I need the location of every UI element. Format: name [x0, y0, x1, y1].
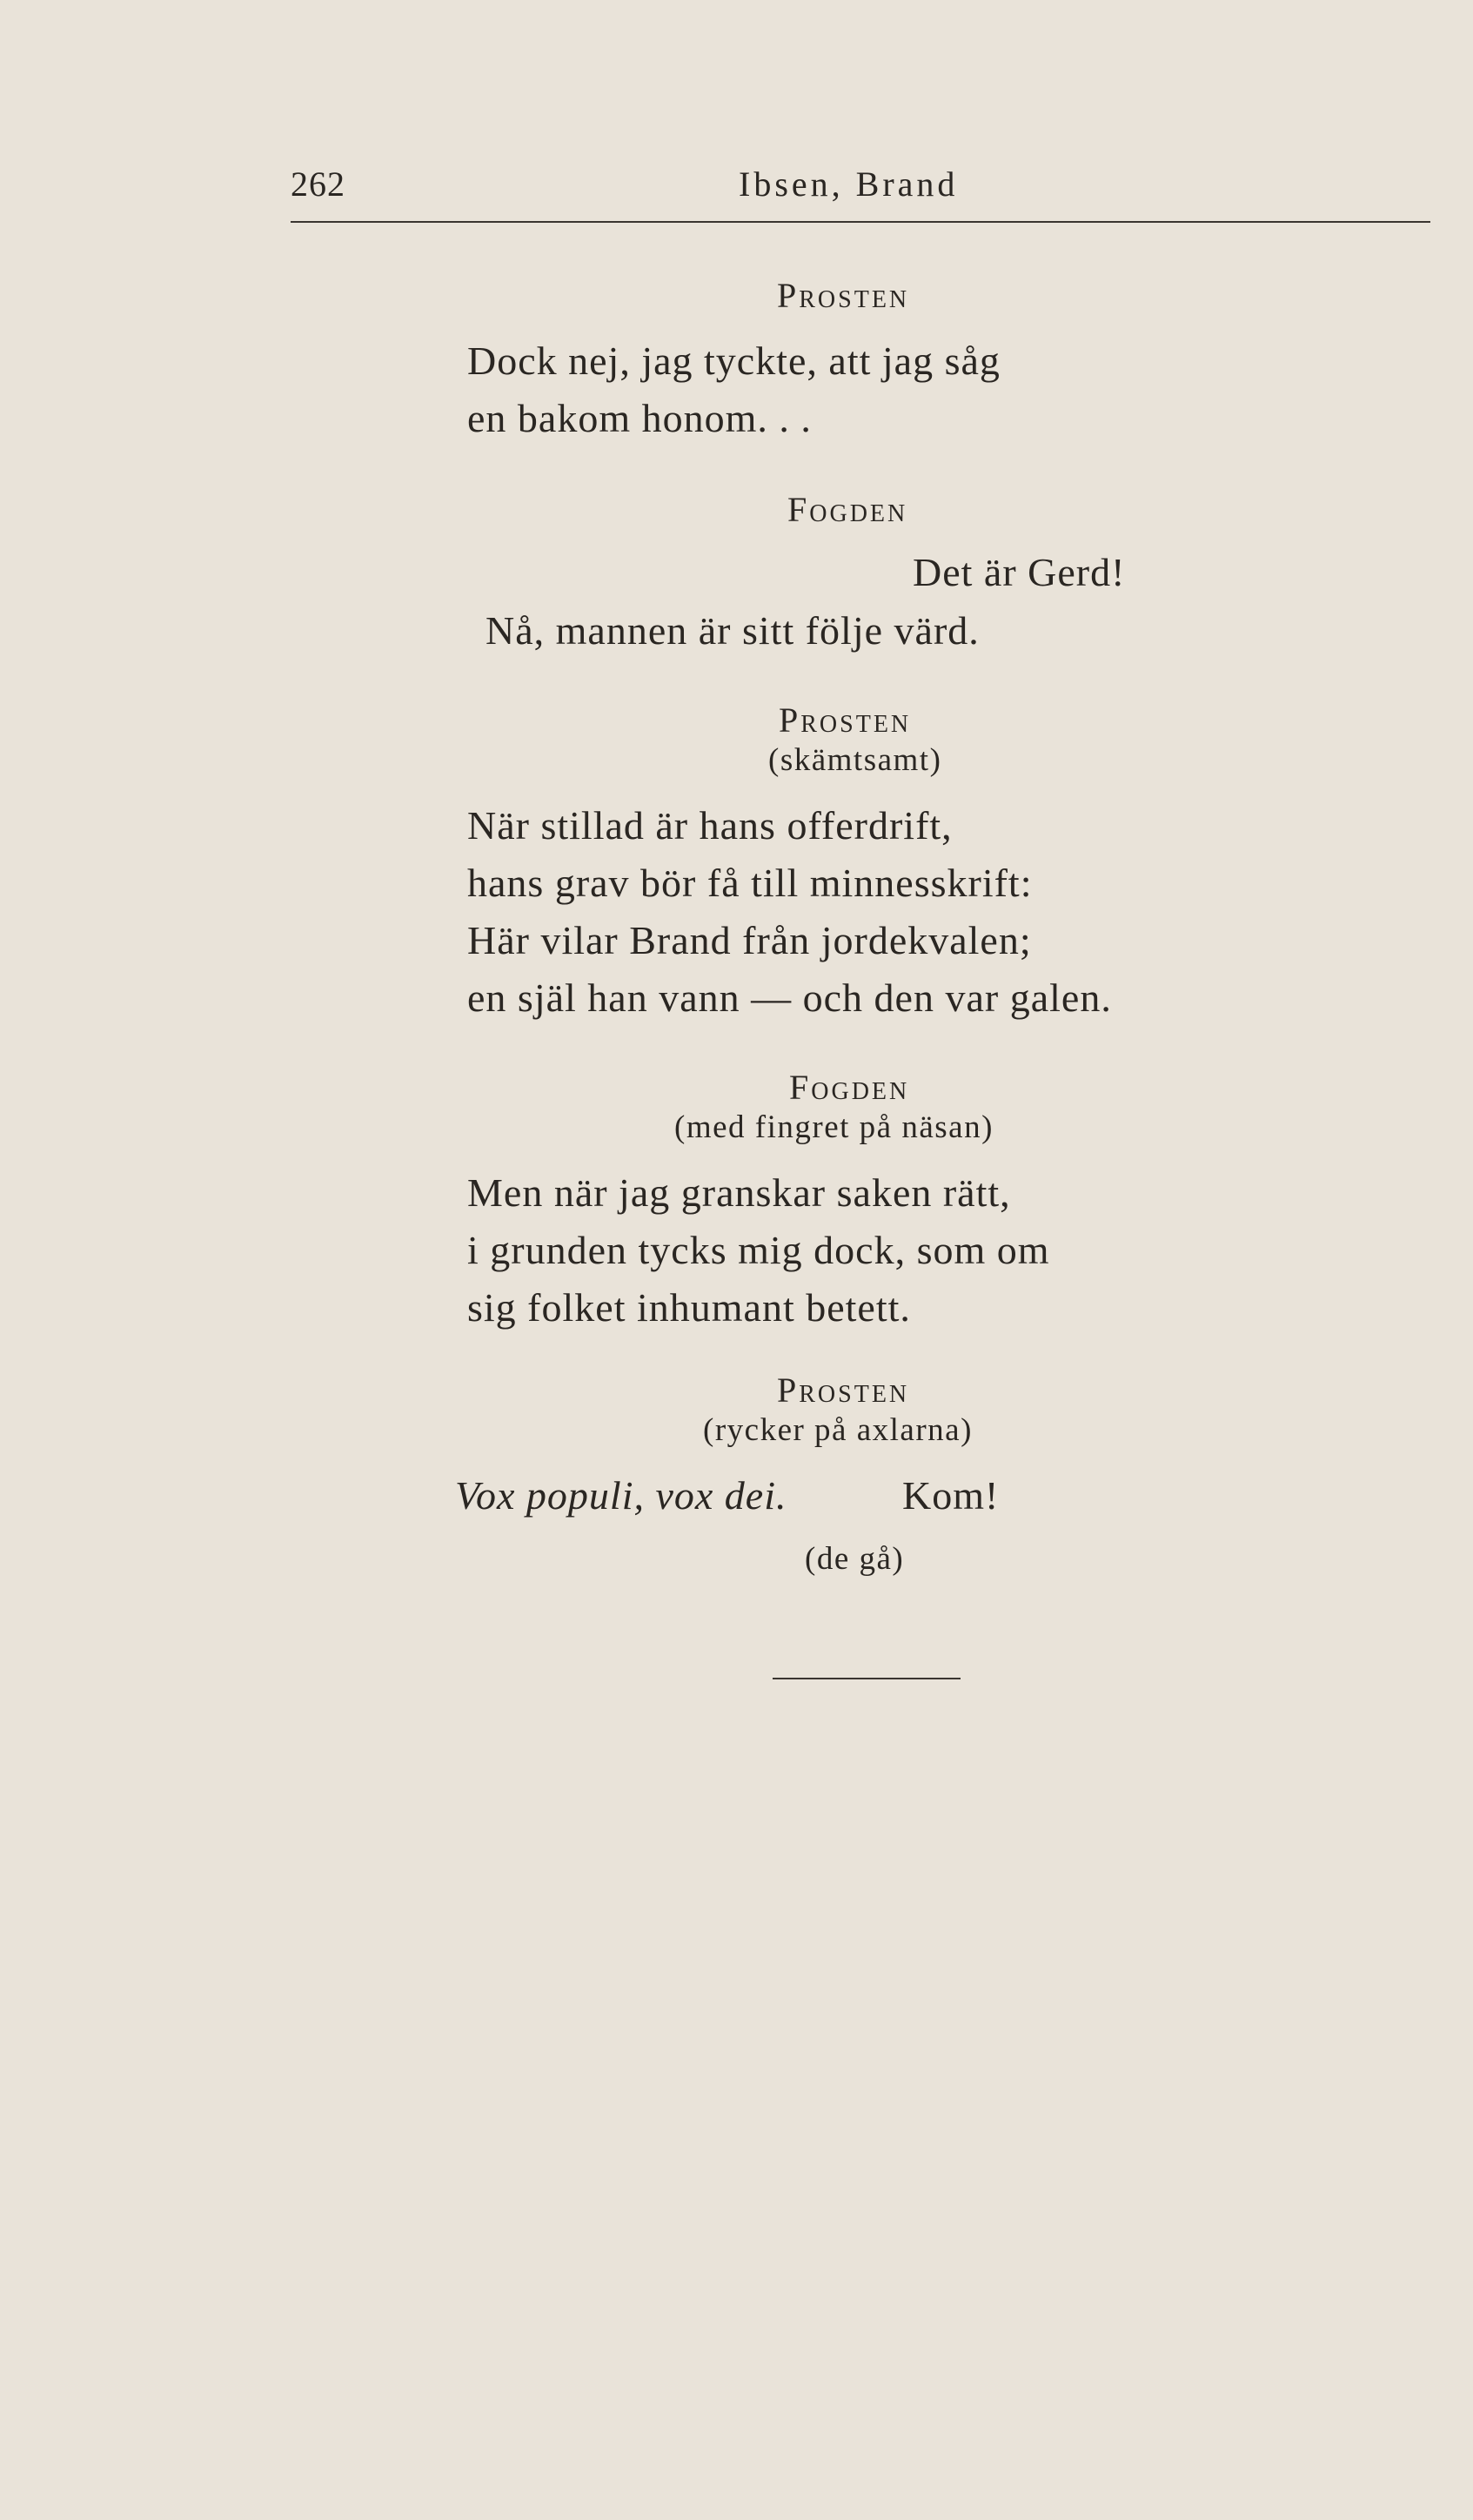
verse-line: en bakom honom. . .: [467, 396, 812, 440]
stage-direction: (skämtsamt): [768, 742, 942, 778]
verse-line: Dock nej, jag tyckte, att jag såg: [467, 338, 1001, 383]
verse-line: När stillad är hans offerdrift,: [467, 803, 953, 848]
end-rule: [773, 1678, 961, 1679]
speaker-name: Prosten: [777, 276, 910, 315]
verse-line: i grunden tycks mig dock, som om: [467, 1228, 1050, 1272]
speaker-name: Prosten: [779, 700, 912, 740]
speaker-name: Fogden: [787, 490, 908, 529]
header-rule: [291, 221, 1430, 223]
stage-direction: (rycker på axlarna): [703, 1412, 973, 1448]
verse-line: Det är Gerd!: [913, 550, 1126, 594]
verse-line: sig folket inhumant betett.: [467, 1285, 911, 1330]
verse-line: Nå, mannen är sitt följe värd.: [485, 608, 980, 653]
running-title: Ibsen, Brand: [739, 164, 959, 204]
verse-line: Här vilar Brand från jordekvalen;: [467, 918, 1032, 962]
verse-line: Kom!: [902, 1473, 1000, 1518]
stage-direction: (de gå): [805, 1541, 905, 1577]
speaker-name: Prosten: [777, 1371, 910, 1410]
stage-direction: (med fingret på näsan): [674, 1109, 994, 1145]
verse-line: hans grav bör få till minnesskrift:: [467, 861, 1033, 905]
verse-line: Men när jag granskar saken rätt,: [467, 1170, 1011, 1215]
latin-phrase: Vox populi, vox dei.: [455, 1473, 787, 1518]
speaker-name: Fogden: [789, 1068, 910, 1107]
verse-line: en själ han vann — och den var galen.: [467, 975, 1112, 1020]
page-number: 262: [291, 164, 345, 204]
